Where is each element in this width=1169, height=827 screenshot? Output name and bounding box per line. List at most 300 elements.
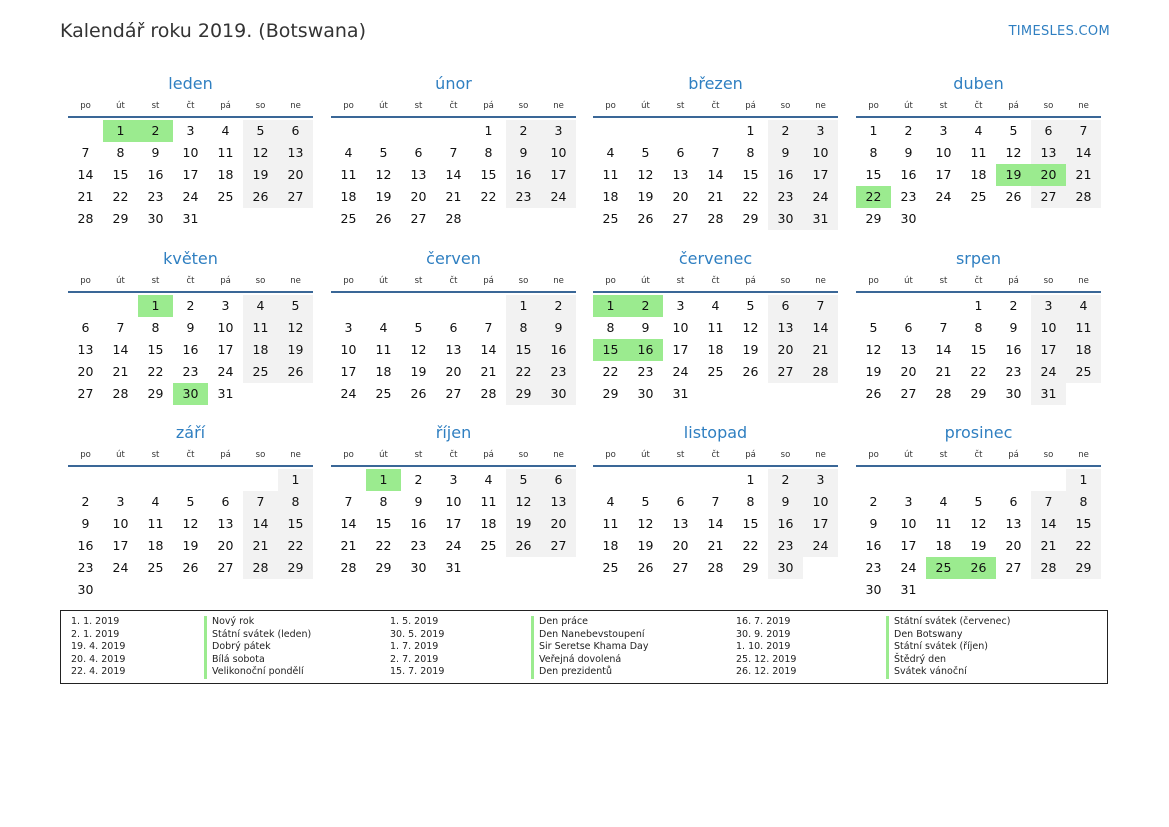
day-cell: 6 [768, 295, 803, 317]
legend-holiday-name: Veřejná dovolená [531, 654, 648, 667]
day-cell: 21 [1066, 164, 1101, 186]
weekday-label: pá [220, 450, 231, 460]
day-cell: 13 [77, 342, 94, 357]
legend-date: 16. 7. 2019 [736, 616, 791, 627]
day-cell: 24 [445, 538, 462, 553]
month-name: leden [168, 74, 213, 93]
day-cell: 27 [672, 560, 689, 575]
weekday-header [68, 271, 313, 293]
weekday-header [593, 271, 838, 293]
day-cell: 2 [541, 295, 576, 317]
day-cell: 8 [746, 145, 755, 160]
day-grid [593, 295, 838, 405]
legend-names-col-1 [204, 616, 311, 679]
day-cell: 5 [1009, 123, 1018, 138]
weekday-label: pá [745, 101, 756, 111]
empty-cell [961, 469, 996, 491]
weekday-label: st [939, 101, 948, 111]
day-cell: 31 [217, 386, 234, 401]
weekday-label: po [80, 101, 91, 111]
day-cell: 5 [974, 494, 983, 509]
empty-cell [103, 469, 138, 491]
day-cell: 23 [182, 364, 199, 379]
day-cell: 9 [768, 491, 803, 513]
day-cell: 24 [112, 560, 129, 575]
day-cell: 4 [151, 494, 160, 509]
weekday-label: pá [483, 276, 494, 286]
weekday-label: út [641, 276, 650, 286]
day-cell: 10 [445, 494, 462, 509]
day-cell: 27 [900, 386, 917, 401]
day-cell: 25 [970, 189, 987, 204]
day-cell: 16 [541, 339, 576, 361]
legend-date: 30. 9. 2019 [736, 628, 791, 640]
legend-date: 1. 10. 2019 [736, 641, 791, 652]
day-cell: 16 [77, 538, 94, 553]
weekday-label: so [1043, 276, 1054, 286]
day-cell: 19 [506, 513, 541, 535]
day-cell: 13 [278, 142, 313, 164]
day-cell: 29 [147, 386, 164, 401]
day-cell: 22 [602, 364, 619, 379]
day-cell: 13 [900, 342, 917, 357]
day-cell: 2 [768, 469, 803, 491]
day-cell: 23 [768, 186, 803, 208]
empty-cell [698, 469, 733, 491]
day-cell: 18 [480, 516, 497, 531]
day-cell: 7 [81, 145, 90, 160]
weekday-label: pá [1008, 101, 1019, 111]
day-cell: 5 [641, 494, 650, 509]
day-cell: 28 [480, 386, 497, 401]
month-name: září [175, 423, 206, 442]
day-cell: 18 [1066, 339, 1101, 361]
weekday-label: ne [815, 276, 826, 286]
day-cell: 10 [1031, 317, 1066, 339]
weekday-label: út [641, 101, 650, 111]
day-cell: 26 [637, 560, 654, 575]
day-cell: 22 [742, 189, 759, 204]
day-cell: 17 [803, 513, 838, 535]
day-cell: 30 [637, 386, 654, 401]
day-cell: 20 [541, 513, 576, 535]
day-cell: 27 [445, 386, 462, 401]
day-cell: 23 [637, 364, 654, 379]
weekday-label: so [255, 450, 266, 460]
weekday-label: po [868, 276, 879, 286]
weekday-label: út [379, 450, 388, 460]
day-grid [331, 120, 576, 230]
day-cell: 6 [676, 145, 685, 160]
day-cell: 12 [970, 516, 987, 531]
day-cell: 3 [449, 472, 458, 487]
legend-date: 20. 4. 2019 [71, 653, 126, 665]
day-cell: 2 [414, 472, 423, 487]
day-cell: 23 [865, 560, 882, 575]
day-cell: 23 [900, 189, 917, 204]
day-cell: 26 [182, 560, 199, 575]
day-cell: 5 [641, 145, 650, 160]
day-cell: 4 [221, 123, 230, 138]
day-cell: 11 [935, 516, 952, 531]
day-grid [593, 120, 838, 230]
weekday-label: po [605, 276, 616, 286]
day-cell: 10 [217, 320, 234, 335]
day-cell: 15 [480, 167, 497, 182]
day-cell: 24 [900, 560, 917, 575]
day-cell: 29 [970, 386, 987, 401]
day-cell: 28 [1066, 186, 1101, 208]
weekday-label: st [151, 450, 160, 460]
holiday-day-cell: 1 [593, 295, 628, 317]
weekday-label: so [780, 450, 791, 460]
weekday-label: po [868, 101, 879, 111]
month-červenec [593, 247, 838, 405]
day-cell: 12 [182, 516, 199, 531]
legend-date: 2. 7. 2019 [390, 653, 439, 665]
weekday-label: pá [1008, 450, 1019, 460]
weekday-label: pá [220, 101, 231, 111]
day-cell: 30 [900, 211, 917, 226]
day-cell: 24 [803, 535, 838, 557]
site-link[interactable]: TIMESLES.COM [1008, 24, 1110, 39]
day-cell: 6 [278, 120, 313, 142]
holiday-day-cell: 16 [628, 339, 663, 361]
day-cell: 17 [935, 167, 952, 182]
legend-date: 15. 7. 2019 [390, 666, 445, 677]
day-cell: 3 [344, 320, 353, 335]
day-cell: 14 [445, 167, 462, 182]
day-cell: 1 [506, 295, 541, 317]
day-cell: 14 [112, 342, 129, 357]
legend-date: 25. 12. 2019 [736, 653, 797, 665]
day-cell: 23 [541, 361, 576, 383]
day-cell: 15 [375, 516, 392, 531]
day-cell: 11 [147, 516, 164, 531]
empty-cell [68, 120, 103, 142]
weekday-label: ne [553, 450, 564, 460]
day-cell: 22 [506, 361, 541, 383]
day-cell: 8 [606, 320, 615, 335]
day-cell: 28 [340, 560, 357, 575]
day-cell: 29 [278, 557, 313, 579]
day-cell: 16 [865, 538, 882, 553]
day-cell: 26 [410, 386, 427, 401]
day-cell: 6 [904, 320, 913, 335]
day-cell: 18 [935, 538, 952, 553]
day-cell: 21 [112, 364, 129, 379]
day-grid [68, 295, 313, 405]
weekday-label: po [80, 450, 91, 460]
empty-cell [996, 469, 1031, 491]
empty-cell [593, 469, 628, 491]
month-červen [331, 247, 576, 405]
day-cell: 22 [147, 364, 164, 379]
day-cell: 15 [278, 513, 313, 535]
day-cell: 25 [147, 560, 164, 575]
day-cell: 8 [278, 491, 313, 513]
day-cell: 19 [637, 538, 654, 553]
day-cell: 9 [768, 142, 803, 164]
day-cell: 12 [637, 516, 654, 531]
day-cell: 26 [278, 361, 313, 383]
day-cell: 27 [672, 211, 689, 226]
day-cell: 7 [1031, 491, 1066, 513]
legend-holiday-name: Svátek vánoční [886, 666, 1010, 679]
day-cell: 20 [768, 339, 803, 361]
day-cell: 17 [803, 164, 838, 186]
weekday-header [331, 271, 576, 293]
day-cell: 23 [768, 535, 803, 557]
day-cell: 13 [768, 317, 803, 339]
day-cell: 22 [480, 189, 497, 204]
weekday-header [856, 271, 1101, 293]
day-cell: 2 [81, 494, 90, 509]
empty-cell [366, 295, 401, 317]
day-cell: 4 [939, 494, 948, 509]
day-cell: 8 [1066, 491, 1101, 513]
day-cell: 15 [742, 516, 759, 531]
weekday-header [331, 445, 576, 467]
day-cell: 9 [186, 320, 195, 335]
weekday-header [856, 96, 1101, 118]
day-cell: 7 [803, 295, 838, 317]
day-cell: 27 [217, 560, 234, 575]
day-cell: 12 [865, 342, 882, 357]
weekday-label: pá [1008, 276, 1019, 286]
weekday-label: st [676, 101, 685, 111]
weekday-label: po [343, 450, 354, 460]
day-cell: 14 [340, 516, 357, 531]
day-cell: 9 [81, 516, 90, 531]
weekday-label: st [939, 276, 948, 286]
day-cell: 6 [541, 469, 576, 491]
day-cell: 17 [900, 538, 917, 553]
weekday-label: čt [449, 276, 458, 286]
day-cell: 6 [221, 494, 230, 509]
weekday-label: ne [290, 450, 301, 460]
weekday-label: ne [553, 276, 564, 286]
empty-cell [663, 469, 698, 491]
day-cell: 6 [81, 320, 90, 335]
day-cell: 27 [77, 386, 94, 401]
day-cell: 18 [602, 189, 619, 204]
day-cell: 13 [672, 167, 689, 182]
holiday-day-cell: 1 [103, 120, 138, 142]
day-cell: 6 [676, 494, 685, 509]
month-duben [856, 72, 1101, 230]
day-cell: 19 [243, 164, 278, 186]
day-cell: 14 [77, 167, 94, 182]
weekday-label: čt [186, 450, 195, 460]
day-cell: 12 [1005, 145, 1022, 160]
holiday-day-cell: 30 [173, 383, 208, 405]
day-grid [331, 295, 576, 405]
day-cell: 20 [672, 538, 689, 553]
month-name: prosinec [944, 423, 1013, 442]
day-cell: 19 [970, 538, 987, 553]
holiday-day-cell: 22 [856, 186, 891, 208]
day-cell: 16 [900, 167, 917, 182]
day-cell: 29 [865, 211, 882, 226]
day-cell: 23 [147, 189, 164, 204]
day-cell: 18 [243, 339, 278, 361]
day-cell: 31 [672, 386, 689, 401]
day-cell: 21 [340, 538, 357, 553]
day-cell: 15 [112, 167, 129, 182]
weekday-label: pá [483, 450, 494, 460]
holiday-day-cell: 15 [593, 339, 628, 361]
month-name: červenec [678, 249, 753, 268]
day-cell: 11 [1066, 317, 1101, 339]
day-cell: 12 [506, 491, 541, 513]
weekday-label: so [255, 276, 266, 286]
day-cell: 13 [410, 167, 427, 182]
day-cell: 17 [217, 342, 234, 357]
empty-cell [68, 469, 103, 491]
holiday-day-cell: 1 [138, 295, 173, 317]
day-cell: 10 [803, 142, 838, 164]
day-cell: 20 [410, 189, 427, 204]
day-cell: 18 [602, 538, 619, 553]
day-cell: 31 [1031, 383, 1066, 405]
day-cell: 21 [707, 538, 724, 553]
day-grid [856, 469, 1101, 601]
weekday-label: st [151, 276, 160, 286]
day-cell: 20 [217, 538, 234, 553]
day-cell: 2 [1009, 298, 1018, 313]
day-cell: 28 [1031, 557, 1066, 579]
day-cell: 10 [541, 142, 576, 164]
day-grid [593, 469, 838, 579]
day-cell: 6 [414, 145, 423, 160]
legend-holiday-name: Den Nanebevstoupení [531, 629, 648, 642]
day-cell: 2 [506, 120, 541, 142]
day-cell: 29 [1066, 557, 1101, 579]
empty-cell [68, 295, 103, 317]
month-name: březen [688, 74, 743, 93]
day-cell: 8 [484, 145, 493, 160]
day-cell: 8 [116, 145, 125, 160]
month-březen [593, 72, 838, 230]
day-cell: 4 [974, 123, 983, 138]
day-cell: 24 [672, 364, 689, 379]
day-cell: 17 [340, 364, 357, 379]
day-cell: 13 [541, 491, 576, 513]
weekday-label: st [151, 101, 160, 111]
day-cell: 10 [340, 342, 357, 357]
day-cell: 1 [746, 472, 755, 487]
day-cell: 7 [1066, 120, 1101, 142]
weekday-header [331, 96, 576, 118]
day-cell: 5 [186, 494, 195, 509]
holiday-day-cell: 19 [996, 164, 1031, 186]
day-cell: 14 [707, 516, 724, 531]
legend-date: 1. 5. 2019 [390, 616, 439, 627]
day-cell: 25 [243, 361, 278, 383]
day-cell: 3 [541, 120, 576, 142]
day-grid [856, 295, 1101, 405]
weekday-label: ne [1078, 450, 1089, 460]
weekday-label: út [116, 450, 125, 460]
day-cell: 22 [742, 538, 759, 553]
empty-cell [663, 120, 698, 142]
empty-cell [698, 120, 733, 142]
day-cell: 12 [278, 317, 313, 339]
day-cell: 7 [116, 320, 125, 335]
day-cell: 2 [869, 494, 878, 509]
legend-holiday-name: Státní svátek (červenec) [886, 616, 1010, 629]
day-cell: 7 [344, 494, 353, 509]
day-cell: 1 [484, 123, 493, 138]
weekday-label: po [343, 101, 354, 111]
page-title: Kalendář roku 2019. (Botswana) [60, 20, 366, 42]
day-cell: 4 [379, 320, 388, 335]
legend-holiday-name: Štědrý den [886, 654, 1010, 667]
legend-dates-col-2 [390, 616, 444, 679]
legend-date: 19. 4. 2019 [71, 641, 126, 652]
weekday-label: ne [290, 276, 301, 286]
legend-holiday-name: Nový rok [204, 616, 311, 629]
day-cell: 25 [1066, 361, 1101, 383]
day-cell: 22 [1066, 535, 1101, 557]
day-cell: 16 [1005, 342, 1022, 357]
month-name: únor [435, 74, 472, 93]
day-cell: 4 [606, 494, 615, 509]
day-cell: 28 [243, 557, 278, 579]
day-cell: 13 [1005, 516, 1022, 531]
day-cell: 27 [1031, 186, 1066, 208]
day-cell: 11 [707, 320, 724, 335]
day-cell: 15 [147, 342, 164, 357]
weekday-label: ne [290, 101, 301, 111]
day-cell: 4 [243, 295, 278, 317]
day-cell: 7 [711, 145, 720, 160]
empty-cell [208, 469, 243, 491]
day-cell: 24 [935, 189, 952, 204]
holiday-day-cell: 1 [366, 469, 401, 491]
day-cell: 5 [414, 320, 423, 335]
empty-cell [436, 120, 471, 142]
legend-date: 1. 1. 2019 [71, 616, 120, 627]
weekday-label: pá [745, 450, 756, 460]
day-cell: 26 [742, 364, 759, 379]
legend-names-col-3 [886, 616, 1010, 679]
holiday-legend [60, 610, 1108, 684]
day-cell: 24 [1031, 361, 1066, 383]
day-cell: 20 [445, 364, 462, 379]
day-cell: 30 [768, 557, 803, 579]
weekday-label: so [518, 276, 529, 286]
day-cell: 3 [1031, 295, 1066, 317]
day-cell: 11 [602, 516, 619, 531]
day-cell: 10 [182, 145, 199, 160]
empty-cell [891, 295, 926, 317]
day-cell: 15 [970, 342, 987, 357]
weekday-label: st [676, 276, 685, 286]
weekday-label: út [904, 276, 913, 286]
day-cell: 25 [217, 189, 234, 204]
day-cell: 13 [1031, 142, 1066, 164]
day-cell: 23 [1005, 364, 1022, 379]
day-cell: 19 [865, 364, 882, 379]
month-name: duben [953, 74, 1004, 93]
day-cell: 9 [541, 317, 576, 339]
day-cell: 16 [182, 342, 199, 357]
day-cell: 3 [803, 469, 838, 491]
weekday-label: pá [745, 276, 756, 286]
weekday-label: čt [974, 276, 983, 286]
